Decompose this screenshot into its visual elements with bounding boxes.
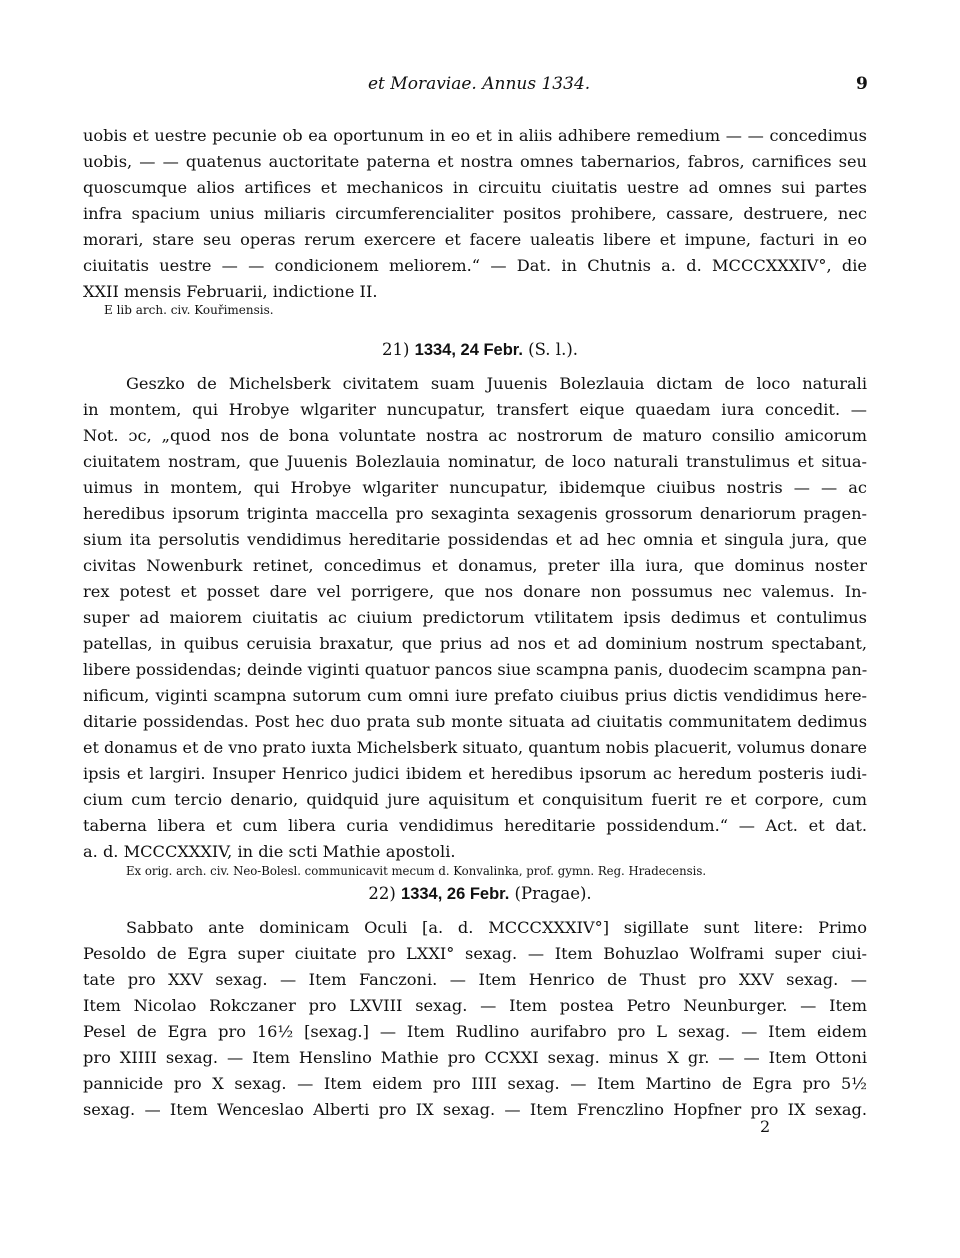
document-number: 21) <box>381 340 410 359</box>
text-line: pannicide pro X sexag. — Item eidem pro IIII sexag. — Item Martino de Egra pro 5½ <box>83 1074 867 1093</box>
source-note: E lib arch. civ. Kouřimensis. <box>104 303 274 317</box>
text-line: Item Nicolao Rokczaner pro LXVIII sexag. — Item postea Petro Neunburger. — Item <box>83 996 867 1015</box>
text-line: Not. ɔc, „quod nos de bona voluntate nostra ac nostrorum de maturo consilio amicorum <box>83 426 867 445</box>
regest-line: Geszko de Michelsberk civitatem suam Juuenis Bolezlauia dictam de loco naturali <box>126 374 867 393</box>
text-line: infra spacium unius miliaris circumferencialiter positos prohibere, cassare, destruere, nec <box>83 204 867 223</box>
text-line: taberna libera et cum libera curia vendidimus hereditarie possidendum.“ — Act. et dat. <box>83 816 867 835</box>
signature-mark: 2 <box>760 1117 771 1136</box>
document-date: 1334, 26 Febr. <box>401 885 510 903</box>
text-line: uobis et uestre pecunie ob ea oportunum in eo et in aliis adhibere remedium — — concedimus <box>83 126 867 145</box>
text-line: super ad maiorem ciuitatis ac ciuium predictorum vtilitatem ipsis dedimus et contulimus <box>83 608 867 627</box>
regest-line: in montem, qui Hrobye wlgariter nuncupatur, transfert eique quaedam iura concedit. — <box>83 400 867 419</box>
text-line: a. d. MCCCXXXIV, in die scti Mathie apostoli. <box>83 842 456 861</box>
text-line: ditarie possidendas. Post hec duo prata sub monte situata ad ciuitatis communitatem dedimus <box>83 712 867 731</box>
document-heading <box>0 340 960 360</box>
text-line: tate pro XXV sexag. — Item Fanczoni. — Item Henrico de Thust pro XXV sexag. — <box>83 970 867 989</box>
text-line: nificum, viginti scampna sutorum cum omni iure prefato ciuibus prius dictis vendidimus here- <box>83 686 867 705</box>
text-line: Pesel de Egra pro 16½ [sexag.] — Item Rudlino aurifabro pro L sexag. — Item eidem <box>83 1022 867 1041</box>
text-line: patellas, in quibus ceruisia braxatur, que prius ad nos et ad dominium nostrum spectabant, <box>83 634 867 653</box>
text-line: rex potest et posset dare vel porrigere, que nos donare non possumus nec valemus. In- <box>83 582 867 601</box>
text-line: cium cum tercio denario, quidquid jure aquisitum et conquisitum fuerit re et corpore, cum <box>83 790 867 809</box>
page-number: 9 <box>856 74 868 94</box>
running-header <box>0 74 960 100</box>
text-line: ciuitatis uestre — — condicionem meliorem.“ — Dat. in Chutnis a. d. MCCCXXXIV°, die <box>83 256 867 275</box>
text-line: sium ita persolutis vendidimus hereditarie possidendas et ad hec omnia et singula jura, que <box>83 530 867 549</box>
document-place: (Pragae). <box>514 884 592 903</box>
text-line: pro XIIII sexag. — Item Henslino Mathie pro CCXXI sexag. minus X gr. — — Item Ottoni <box>83 1048 867 1067</box>
text-line: et donamus et de vno prato iuxta Michelsberk situato, quantum nobis placuerit, volumus donare <box>83 738 867 757</box>
text-line: Sabbato ante dominicam Oculi [a. d. MCCCXXXIV°] sigillate sunt litere: Primo <box>126 918 867 937</box>
document-heading <box>0 884 960 904</box>
text-line: civitas Nowenburk retinet, concedimus et donamus, preter illa iura, que dominus noster <box>83 556 867 575</box>
text-line: XXII mensis Februarii, indictione II. <box>83 282 378 301</box>
text-line: uimus in montem, qui Hrobye wlgariter nuncupatur, ibidemque ciuibus nostris — — ac <box>83 478 867 497</box>
text-line: sexag. — Item Wenceslao Alberti pro IX sexag. — Item Frenczlino Hopfner pro IX sexag. <box>83 1100 867 1119</box>
text-line: heredibus ipsorum triginta maccella pro sexaginta sexagenis grossorum denariorum pragen- <box>83 504 867 523</box>
document-date: 1334, 24 Febr. <box>414 341 523 359</box>
text-line: ciuitatem nostram, que Juuenis Bolezlauia nominatur, de loco naturali transtulimus et situa- <box>83 452 867 471</box>
source-note: Ex orig. arch. civ. Neo-Bolesl. communicavit mecum d. Konvalinka, prof. gymn. Reg. Hradecensis. <box>126 864 707 878</box>
text-line: uobis, — — quatenus auctoritate paterna et nostra omnes tabernarios, fabros, carnifices seu <box>83 152 867 171</box>
text-line: morari, stare seu operas rerum exercere et facere ualeatis libere et impune, facturi in eo <box>83 230 867 249</box>
running-title: et Moraviae. Annus 1334. <box>368 74 591 94</box>
text-line: quoscumque alios artifices et mechanicos in circuitu ciuitatis uestre ad omnes sui partes <box>83 178 867 197</box>
text-line: ipsis et largiri. Insuper Henrico judici ibidem et heredibus ipsorum ac heredum posteris iudi- <box>83 764 867 783</box>
document-place: (S. l.). <box>528 340 579 359</box>
text-line: libere possidendas; deinde viginti quatuor pancos siue scampna panis, duodecim scampna pan- <box>83 660 868 679</box>
text-line: Pesoldo de Egra super ciuitate pro LXXI° sexag. — Item Bohuzlao Wolframi super ciui- <box>83 944 867 963</box>
document-number: 22) <box>368 884 396 903</box>
